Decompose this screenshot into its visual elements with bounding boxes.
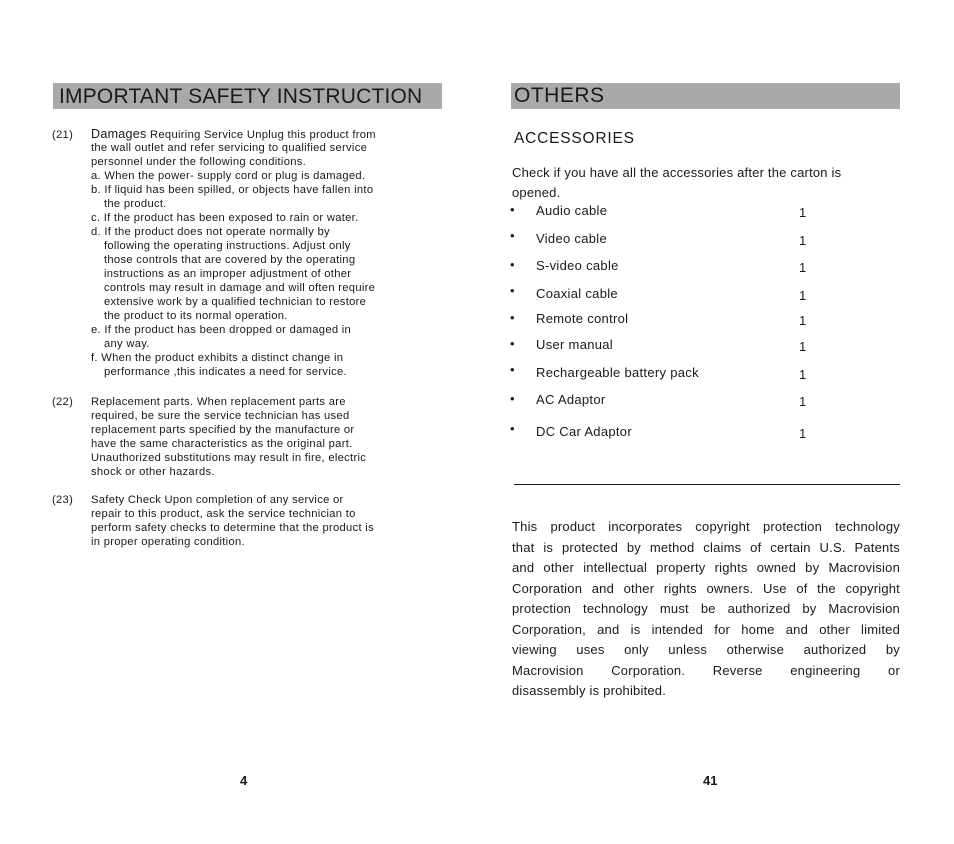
accessory-row xyxy=(510,421,810,442)
lead-word: Damages xyxy=(91,127,147,141)
accessory-row xyxy=(510,311,810,329)
safety-header: IMPORTANT SAFETY INSTRUCTION xyxy=(53,83,442,109)
bullet-icon: • xyxy=(510,202,515,217)
accessory-row xyxy=(510,203,810,221)
accessory-name: Rechargeable battery pack xyxy=(536,365,699,380)
bullet-icon: • xyxy=(510,421,515,436)
bullet-icon: • xyxy=(510,362,515,377)
text-line: instructions as an improper adjustment of other xyxy=(104,268,352,280)
accessory-name: DC Car Adaptor xyxy=(536,424,632,439)
text-line: have the same characteristics as the original part. xyxy=(91,438,353,450)
text-line: personnel under the following conditions. xyxy=(91,156,307,168)
bullet-icon: • xyxy=(510,391,515,406)
accessories-title: ACCESSORIES xyxy=(514,130,635,147)
accessory-name: AC Adaptor xyxy=(536,392,606,407)
item-number: (21) xyxy=(52,129,74,141)
item-body xyxy=(91,128,443,379)
bullet-icon: • xyxy=(510,257,515,272)
accessories-intro xyxy=(512,163,892,202)
accessory-row xyxy=(510,392,810,410)
bullet-icon: • xyxy=(510,336,515,351)
text-line: controls may result in damage and will often require xyxy=(104,282,376,294)
page-number: 4 xyxy=(240,773,248,788)
text-line: required, be sure the service technician has used xyxy=(91,410,350,422)
copyright-line: Macrovision Corporation. Reverse engineering or xyxy=(512,662,900,678)
copyright-line: disassembly is prohibited. xyxy=(512,683,667,698)
text-line: those controls that are covered by the operating xyxy=(104,254,356,266)
accessory-qty: 1 xyxy=(799,426,807,441)
item-number: (22) xyxy=(52,396,74,408)
accessory-qty: 1 xyxy=(799,233,807,248)
text-line: e. If the product has been dropped or damaged in xyxy=(91,324,352,336)
others-header: OTHERS xyxy=(511,83,900,109)
text-line: the wall outlet and refer servicing to qualified service xyxy=(91,142,368,154)
accessory-name: Video cable xyxy=(536,231,608,246)
text-line: f. When the product exhibits a distinct change in xyxy=(91,352,344,364)
accessory-row xyxy=(510,283,810,304)
copyright-line: that is protected by method claims of certain U.S. Patents xyxy=(512,539,900,555)
text-line: Replacement parts. When replacement parts are xyxy=(91,396,346,408)
accessory-qty: 1 xyxy=(799,394,807,409)
text-line: performance ,this indicates a need for service. xyxy=(104,366,347,378)
copyright-line: protection technology must be authorized by Macrovision xyxy=(512,601,900,616)
accessory-row xyxy=(510,228,810,249)
accessory-name: Coaxial cable xyxy=(536,286,618,301)
text-line: d. If the product does not operate normally by xyxy=(91,226,330,238)
accessory-name: Remote control xyxy=(536,311,629,326)
text-line: any way. xyxy=(104,338,150,350)
item-body xyxy=(91,395,443,479)
item-body xyxy=(91,493,443,549)
copyright-line: Corporation, and is intended for home and other limited xyxy=(512,621,900,637)
text-line: the product to its normal operation. xyxy=(104,310,288,322)
copyright-line: Corporation and other rights owners. Use of the copyright xyxy=(512,580,900,596)
text-line: repair to this product, ask the service technician to xyxy=(91,508,356,520)
accessory-qty: 1 xyxy=(799,313,807,328)
accessory-row xyxy=(510,258,810,276)
accessory-qty: 1 xyxy=(799,367,807,382)
text-line: replacement parts specified by the manufacture or xyxy=(91,424,355,436)
copyright-line: and other intellectual property rights owned by Macrovision xyxy=(512,560,900,575)
accessory-name: User manual xyxy=(536,337,613,352)
text-line: Requiring Service Unplug this product from xyxy=(150,129,376,141)
bullet-icon: • xyxy=(510,228,515,243)
text-line: c. If the product has been exposed to rain or water. xyxy=(91,212,359,224)
text-line: following the operating instructions. Adjust only xyxy=(104,240,351,252)
text-line: extensive work by a qualified technician to restore xyxy=(104,296,367,308)
copyright-line: This product incorporates copyright protection technology xyxy=(512,519,900,534)
section-divider xyxy=(514,484,900,485)
text-line: shock or other hazards. xyxy=(91,466,215,478)
text-line: a. When the power- supply cord or plug is damaged. xyxy=(91,170,366,182)
text-line: in proper operating condition. xyxy=(91,536,245,548)
accessory-qty: 1 xyxy=(799,205,807,220)
intro-line: opened. xyxy=(512,184,561,200)
accessory-row xyxy=(510,337,810,355)
accessory-row xyxy=(510,362,810,383)
text-line: Safety Check Upon completion of any service or xyxy=(91,494,344,506)
accessory-qty: 1 xyxy=(799,339,807,354)
copyright-notice xyxy=(512,517,900,702)
item-number: (23) xyxy=(52,494,74,506)
copyright-line: viewing uses only unless otherwise authorized by xyxy=(512,642,900,657)
bullet-icon: • xyxy=(510,283,515,298)
accessory-qty: 1 xyxy=(799,260,807,275)
bullet-icon: • xyxy=(510,310,515,325)
text-line: the product. xyxy=(104,198,167,210)
accessory-qty: 1 xyxy=(799,288,807,303)
intro-line: Check if you have all the accessories after the carton is xyxy=(512,165,842,180)
accessory-name: Audio cable xyxy=(536,203,608,218)
accessory-name: S-video cable xyxy=(536,258,619,273)
text-line: perform safety checks to determine that the product is xyxy=(91,522,374,534)
text-line: Unauthorized substitutions may result in fire, electric xyxy=(91,452,367,464)
page-number: 41 xyxy=(703,773,718,788)
text-line: b. If liquid has been spilled, or objects have fallen into xyxy=(91,184,374,196)
right-page xyxy=(477,0,954,844)
